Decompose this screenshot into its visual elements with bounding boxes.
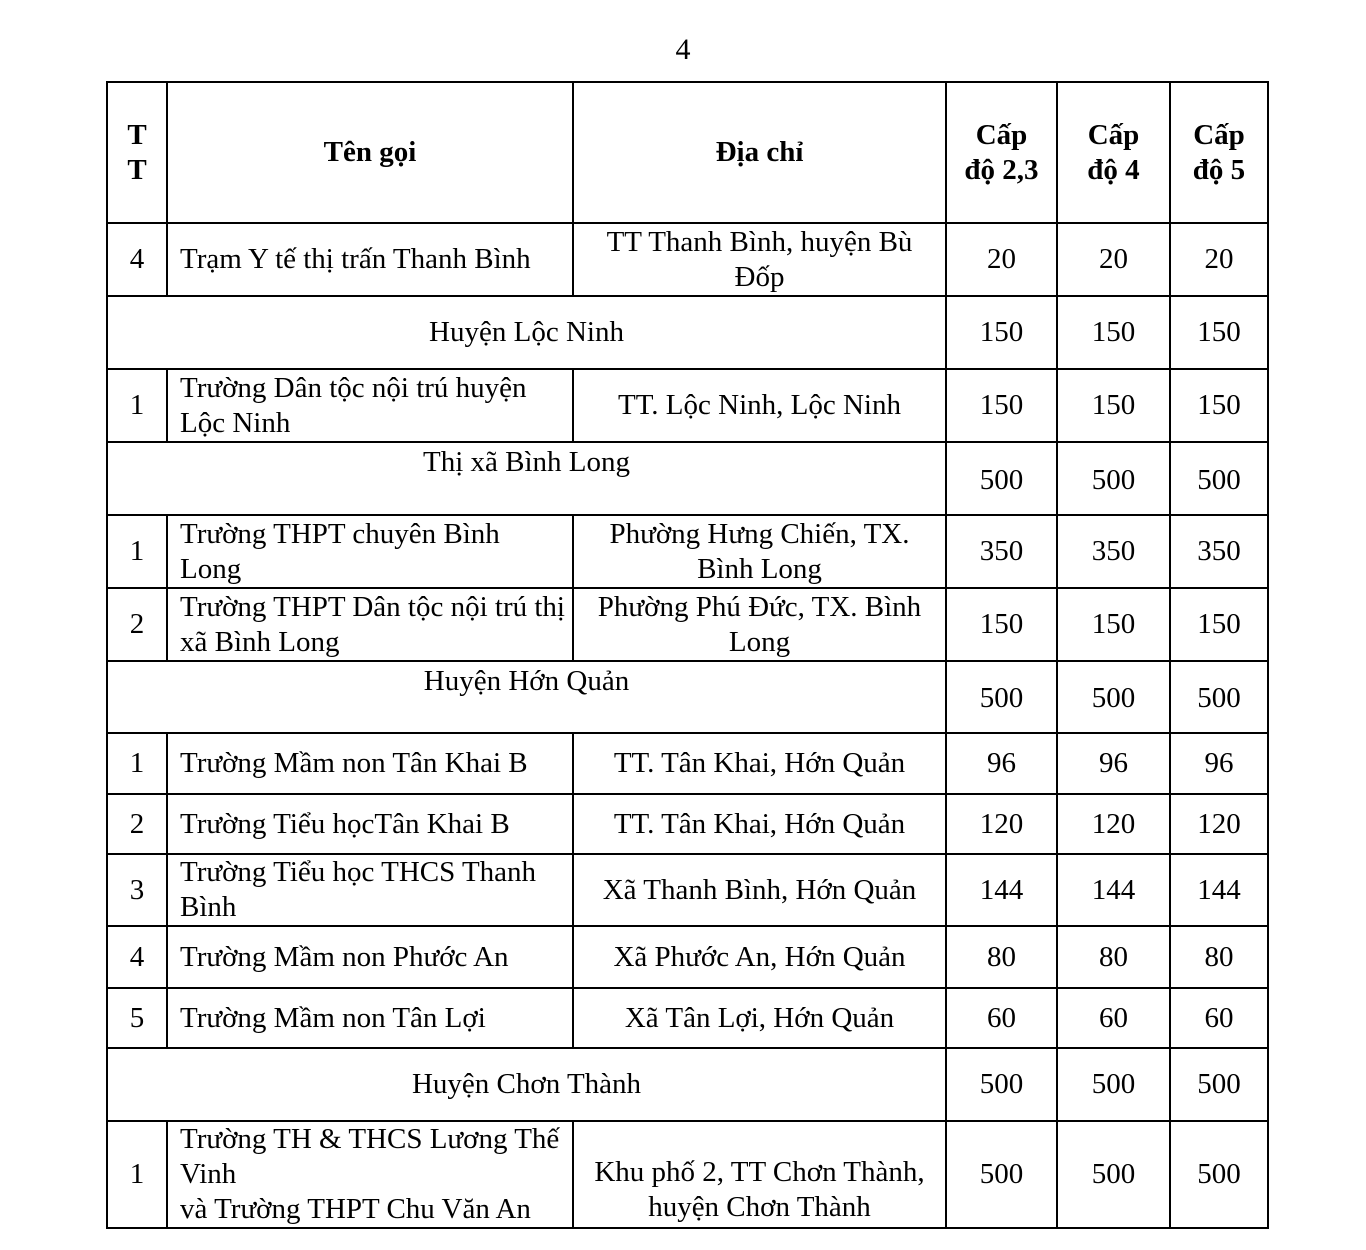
row-level-4: 500 xyxy=(1057,1121,1170,1228)
row-name-line-2: và Trường THPT Chu Văn An xyxy=(180,1193,531,1225)
row-tt: 2 xyxy=(107,588,167,661)
row-name: Trường Dân tộc nội trú huyện Lộc Ninh xyxy=(167,369,573,442)
row-address: Phường Phú Đức, TX. Bình Long xyxy=(573,588,946,661)
row-level-2-3: 120 xyxy=(946,794,1057,854)
section-level-2-3: 500 xyxy=(946,661,1057,733)
table-row xyxy=(107,733,1268,794)
section-level-2-3: 500 xyxy=(946,442,1057,515)
row-tt: 2 xyxy=(107,794,167,854)
row-level-2-3: 60 xyxy=(946,988,1057,1048)
section-level-2-3: 500 xyxy=(946,1048,1057,1121)
row-name: Trường Tiểu học THCS Thanh Bình xyxy=(167,854,573,926)
row-name: Trường Mầm non Tân Khai B xyxy=(167,733,573,794)
row-level-4: 80 xyxy=(1057,926,1170,988)
header-tt: T T xyxy=(107,82,167,223)
row-name-line-1: Trường TH & THCS Lương Thế Vinh xyxy=(180,1123,560,1190)
row-level-5: 120 xyxy=(1170,794,1268,854)
row-tt: 1 xyxy=(107,733,167,794)
table-row xyxy=(107,515,1268,588)
table-row xyxy=(107,854,1268,926)
row-name: Trường Tiểu họcTân Khai B xyxy=(167,794,573,854)
row-level-5: 96 xyxy=(1170,733,1268,794)
row-name: Trạm Y tế thị trấn Thanh Bình xyxy=(167,223,573,296)
row-level-4: 144 xyxy=(1057,854,1170,926)
section-level-5: 150 xyxy=(1170,296,1268,369)
row-level-4: 350 xyxy=(1057,515,1170,588)
row-level-2-3: 150 xyxy=(946,369,1057,442)
row-level-5: 80 xyxy=(1170,926,1268,988)
header-name: Tên gọi xyxy=(167,82,573,223)
row-tt: 3 xyxy=(107,854,167,926)
row-level-2-3: 500 xyxy=(946,1121,1057,1228)
row-level-4: 96 xyxy=(1057,733,1170,794)
row-address: Xã Phước An, Hớn Quản xyxy=(573,926,946,988)
section-title: Huyện Chơn Thành xyxy=(107,1048,946,1121)
row-tt: 4 xyxy=(107,926,167,988)
section-title: Huyện Lộc Ninh xyxy=(107,296,946,369)
section-level-5: 500 xyxy=(1170,661,1268,733)
section-level-4: 150 xyxy=(1057,296,1170,369)
section-level-4: 500 xyxy=(1057,442,1170,515)
row-level-4: 150 xyxy=(1057,588,1170,661)
row-level-5: 500 xyxy=(1170,1121,1268,1228)
header-address: Địa chỉ xyxy=(573,82,946,223)
header-level-4: Cấp độ 4 xyxy=(1057,82,1170,223)
row-address: TT. Lộc Ninh, Lộc Ninh xyxy=(573,369,946,442)
table-row xyxy=(107,926,1268,988)
table-row xyxy=(107,588,1268,661)
row-name: Trường Mầm non Tân Lợi xyxy=(167,988,573,1048)
table-row xyxy=(107,988,1268,1048)
section-level-5: 500 xyxy=(1170,1048,1268,1121)
row-level-2-3: 150 xyxy=(946,588,1057,661)
row-level-5: 150 xyxy=(1170,588,1268,661)
row-level-5: 150 xyxy=(1170,369,1268,442)
section-title: Huyện Hớn Quản xyxy=(107,661,946,733)
row-tt: 1 xyxy=(107,515,167,588)
row-level-4: 120 xyxy=(1057,794,1170,854)
row-level-4: 60 xyxy=(1057,988,1170,1048)
row-level-2-3: 144 xyxy=(946,854,1057,926)
row-address: Phường Hưng Chiến, TX. Bình Long xyxy=(573,515,946,588)
section-row xyxy=(107,442,1268,515)
table-row xyxy=(107,794,1268,854)
row-address: Xã Thanh Bình, Hớn Quản xyxy=(573,854,946,926)
row-level-4: 150 xyxy=(1057,369,1170,442)
section-row xyxy=(107,661,1268,733)
row-level-4: 20 xyxy=(1057,223,1170,296)
section-level-2-3: 150 xyxy=(946,296,1057,369)
row-name: Trường THPT Dân tộc nội trú thị xã Bình Long xyxy=(167,588,573,661)
row-level-2-3: 350 xyxy=(946,515,1057,588)
row-level-5: 350 xyxy=(1170,515,1268,588)
row-address: Khu phố 2, TT Chơn Thành, huyện Chơn Thành xyxy=(573,1121,946,1228)
row-level-2-3: 80 xyxy=(946,926,1057,988)
section-level-4: 500 xyxy=(1057,1048,1170,1121)
row-name: Trường THPT chuyên Bình Long xyxy=(167,515,573,588)
header-level-2-3: Cấp độ 2,3 xyxy=(946,82,1057,223)
row-tt: 4 xyxy=(107,223,167,296)
page-number: 4 xyxy=(675,33,691,66)
section-row xyxy=(107,296,1268,369)
section-level-5: 500 xyxy=(1170,442,1268,515)
row-address: TT. Tân Khai, Hớn Quản xyxy=(573,733,946,794)
row-address: TT. Tân Khai, Hớn Quản xyxy=(573,794,946,854)
row-level-5: 60 xyxy=(1170,988,1268,1048)
row-name: Trường Mầm non Phước An xyxy=(167,926,573,988)
row-level-5: 20 xyxy=(1170,223,1268,296)
row-level-2-3: 20 xyxy=(946,223,1057,296)
row-address: TT Thanh Bình, huyện Bù Đốp xyxy=(573,223,946,296)
table-row xyxy=(107,369,1268,442)
row-address: Xã Tân Lợi, Hớn Quản xyxy=(573,988,946,1048)
table-row xyxy=(107,223,1268,296)
table-row xyxy=(107,1121,1268,1228)
table-header-row xyxy=(107,82,1268,223)
row-tt: 5 xyxy=(107,988,167,1048)
section-title: Thị xã Bình Long xyxy=(107,442,946,515)
section-level-4: 500 xyxy=(1057,661,1170,733)
row-tt: 1 xyxy=(107,369,167,442)
row-level-2-3: 96 xyxy=(946,733,1057,794)
header-level-5: Cấp độ 5 xyxy=(1170,82,1268,223)
row-tt: 1 xyxy=(107,1121,167,1228)
row-level-5: 144 xyxy=(1170,854,1268,926)
row-name xyxy=(167,1121,573,1228)
section-row xyxy=(107,1048,1268,1121)
district-table xyxy=(106,81,1269,1229)
